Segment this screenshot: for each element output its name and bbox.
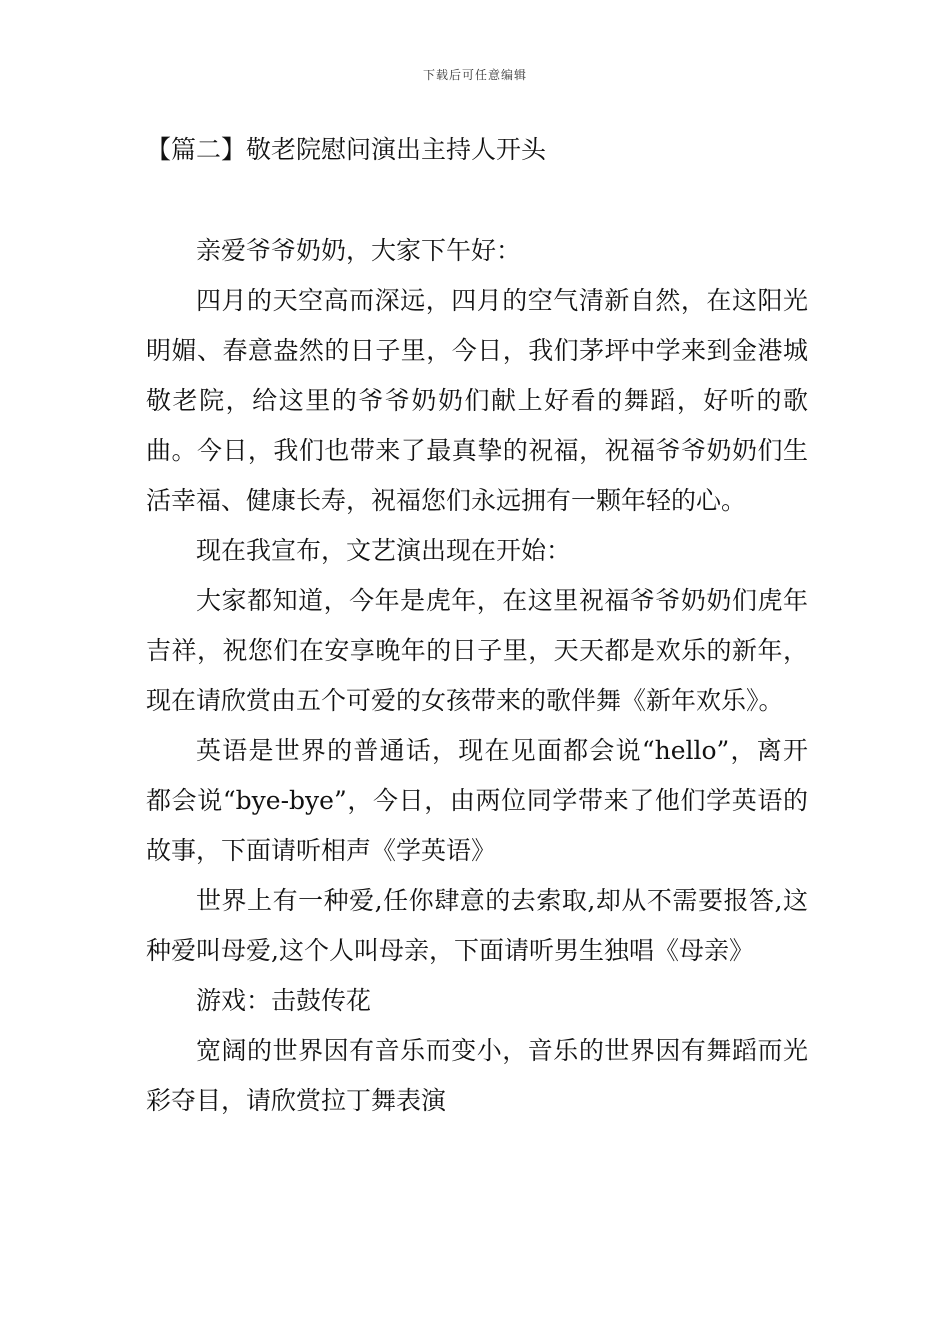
paragraph-announcement: 现在我宣布，文艺演出现在开始： bbox=[196, 536, 572, 565]
paragraph-game: 游戏：击鼓传花 bbox=[196, 986, 372, 1015]
paragraph-program-solo: 世界上有一种爱,任你肆意的去索取,却从不需要报答,这种爱叫母爱,这个人叫母亲，下面请听男生独唱《母亲》 bbox=[146, 886, 808, 965]
document-title: 【篇二】敬老院慰问演出主持人开头 bbox=[146, 135, 547, 164]
paragraph-opening: 四月的天空高而深远，四月的空气清新自然，在这阳光明媚、春意盎然的日子里，今日，我们茅坪中学来到金港城敬老院，给这里的爷爷奶奶们献上好看的舞蹈，好听的歌曲。今日，我们也带来了最真挚的祝福，祝福爷爷奶奶们生活幸福、健康长寿，祝福您们永远拥有一颗年轻的心。 bbox=[146, 286, 808, 515]
paragraph-program-dance: 大家都知道，今年是虎年，在这里祝福爷爷奶奶们虎年吉祥，祝您们在安享晚年的日子里，天天都是欢乐的新年，现在请欣赏由五个可爱的女孩带来的歌伴舞《新年欢乐》。 bbox=[146, 586, 808, 715]
paragraph-program-crosstalk: 英语是世界的普通话，现在见面都会说“hello”，离开都会说“bye-bye”，今日，由两位同学带来了他们学英语的故事，下面请听相声《学英语》 bbox=[146, 736, 808, 865]
paragraph-greeting: 亲爱爷爷奶奶，大家下午好： bbox=[196, 236, 522, 265]
page-header-note: 下载后可任意编辑 bbox=[422, 68, 527, 82]
paragraph-program-latin: 宽阔的世界因有音乐而变小，音乐的世界因有舞蹈而光彩夺目，请欣赏拉丁舞表演 bbox=[146, 1036, 808, 1115]
document-body bbox=[146, 226, 808, 1126]
